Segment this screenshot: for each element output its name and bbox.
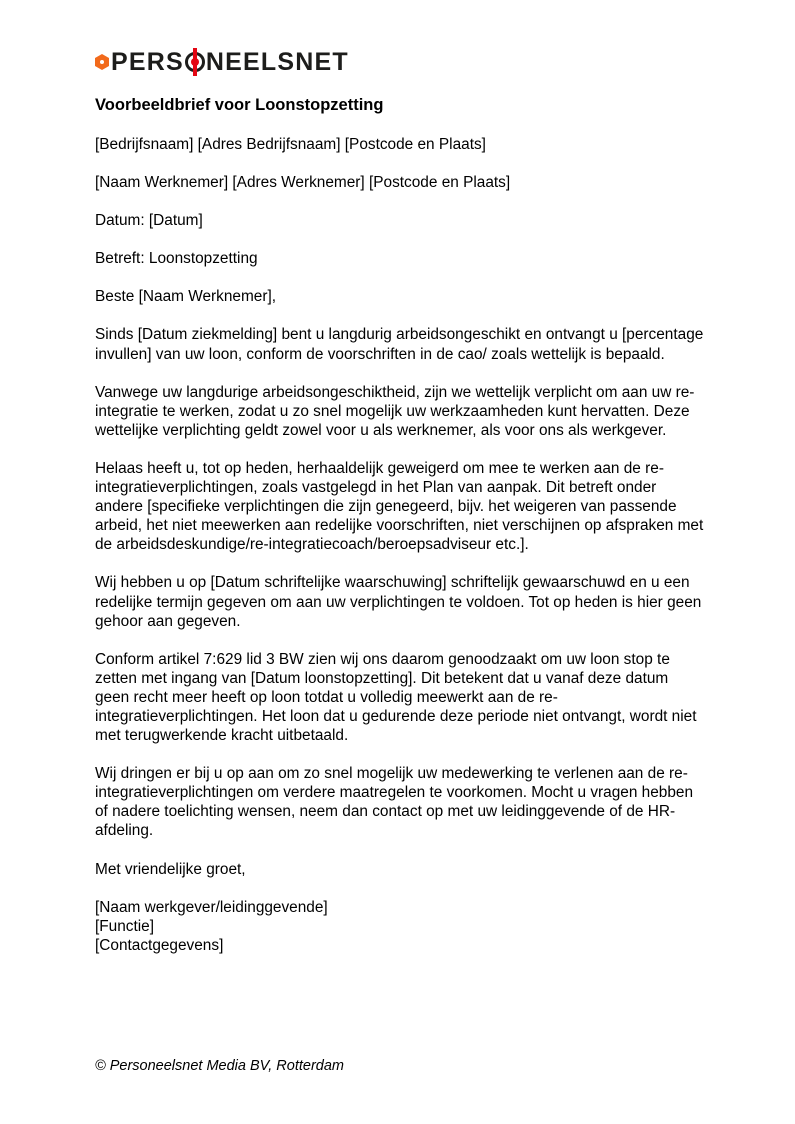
paragraph: Sinds [Datum ziekmelding] bent u langdurig arbeidsongeschikt en ontvangt u [percentage invullen] van uw loon, conform de voorschriften in de cao/ zoals wettelijk is bepaald. bbox=[95, 326, 704, 363]
logo-text-end: NEELSNET bbox=[205, 48, 349, 76]
closing: Met vriendelijke groet, bbox=[95, 860, 246, 878]
brand-logo bbox=[95, 48, 349, 76]
signature-name: [Naam werkgever/leidinggevende] bbox=[95, 898, 328, 916]
logo-target-icon bbox=[185, 52, 205, 72]
subject-line: Betreft: Loonstopzetting bbox=[95, 250, 258, 268]
date-line: Datum: [Datum] bbox=[95, 212, 203, 230]
logo-wordmark bbox=[111, 48, 349, 76]
company-address: [Bedrijfsnaam] [Adres Bedrijfsnaam] [Postcode en Plaats] bbox=[95, 136, 486, 153]
signature-function: [Functie] bbox=[95, 917, 155, 935]
paragraph: Wij dringen er bij u op aan om zo snel mogelijk uw medewerking te verlenen aan de re-integratieverplichtingen om verdere maatregelen te voorkomen. Mocht u vragen hebben of nadere toelichting wensen, neem dan contact op met uw leidinggevende of de HR-afdeling. bbox=[95, 765, 694, 840]
paragraph: Vanwege uw langdurige arbeidsongeschiktheid, zijn we wettelijk verplicht om aan uw re-integratie te werken, zodat u zo snel mogelijk uw werkzaamheden kunt hervatten. Deze wettelijke verplichting geldt zowel voor u als werknemer, als voor ons als werkgever. bbox=[95, 383, 695, 439]
paragraph: Conform artikel 7:629 lid 3 BW zien wij ons daarom genoodzaakt om uw loon stop te zetten met ingang van [Datum loonstopzetting]. Dit betekent dat u vanaf deze datum geen recht meer heeft op loon totdat u volledig meewerkt aan de re-integratieverplichtingen. Het loon dat u gedurende deze periode niet ontvangt, wordt niet met terugwerkende kracht uitbetaald. bbox=[95, 650, 697, 745]
signature-contact: [Contactgegevens] bbox=[95, 936, 224, 954]
copyright-footer: © Personeelsnet Media BV, Rotterdam bbox=[95, 1058, 344, 1074]
logo-hexagon-icon bbox=[95, 54, 109, 70]
paragraph: Wij hebben u op [Datum schriftelijke waarschuwing] schriftelijk gewaarschuwd en u een redelijke termijn gegeven om aan uw verplichtingen te voldoen. Tot op heden is hier geen gehoor aan gegeven. bbox=[95, 574, 702, 630]
paragraph: Helaas heeft u, tot op heden, herhaaldelijk geweigerd om mee te werken aan de re-integratieverplichtingen, zoals vastgelegd in het Plan van aanpak. Dit betreft onder andere [specifieke verplichtingen die zijn genegeerd, bijv. het weigeren van passende arbeid, het niet meewerken aan redelijke voorschriften, niet verschijnen op afspraken met de arbeidsdeskundige/re-integratiecoach/beroepsadviseur etc.]. bbox=[95, 459, 704, 554]
logo-text-start: PERS bbox=[111, 48, 184, 76]
letter-body bbox=[95, 94, 705, 955]
salutation: Beste [Naam Werknemer], bbox=[95, 288, 277, 306]
signature-block bbox=[95, 898, 705, 955]
document-title: Voorbeeldbrief voor Loonstopzetting bbox=[95, 96, 384, 114]
employee-address: [Naam Werknemer] [Adres Werknemer] [Postcode en Plaats] bbox=[95, 174, 511, 192]
